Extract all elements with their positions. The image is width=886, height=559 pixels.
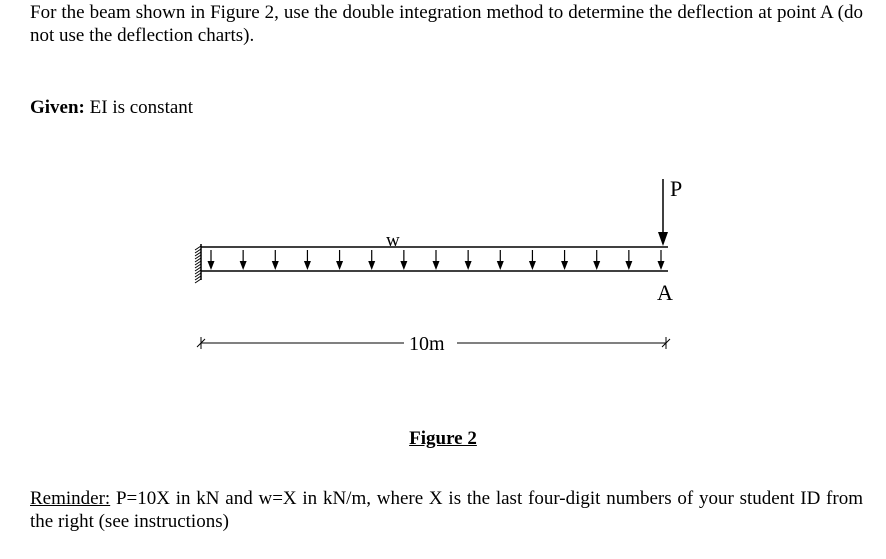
reminder-text: P=10X in kN and w=X in kN/m, where X is the last four-digit numbers of your student ID from the right (see instructions) [30, 488, 863, 532]
load-arrow [368, 250, 375, 270]
load-arrow [625, 250, 632, 270]
point-load-p [658, 179, 668, 246]
load-arrow [433, 250, 440, 270]
load-arrow [529, 250, 536, 270]
load-arrow [208, 250, 215, 270]
problem-text: For the beam shown in Figure 2, use the double integration method to determine the deflection at point A (do not use the deflection charts). [30, 2, 863, 46]
load-arrow [561, 250, 568, 270]
given-label: Given: [30, 97, 85, 118]
figure-caption: Figure 2 [409, 428, 477, 449]
load-arrow [272, 250, 279, 270]
load-arrow [304, 250, 311, 270]
reminder-note [30, 487, 863, 533]
reminder-label: Reminder: [30, 488, 111, 509]
given-text: EI is constant [84, 97, 194, 118]
load-arrow [593, 250, 600, 270]
load-arrow [336, 250, 343, 270]
load-arrow [465, 250, 472, 270]
distributed-load [208, 250, 665, 270]
beam [201, 247, 668, 271]
point-a-label: A [657, 280, 673, 305]
span-label: 10m [409, 333, 445, 355]
load-arrow [400, 250, 407, 270]
fixed-support [195, 244, 201, 283]
load-arrow [658, 250, 665, 270]
load-arrow [240, 250, 247, 270]
load-p-label: P [670, 176, 683, 201]
load-w-label: w [386, 230, 400, 251]
load-arrow [497, 250, 504, 270]
